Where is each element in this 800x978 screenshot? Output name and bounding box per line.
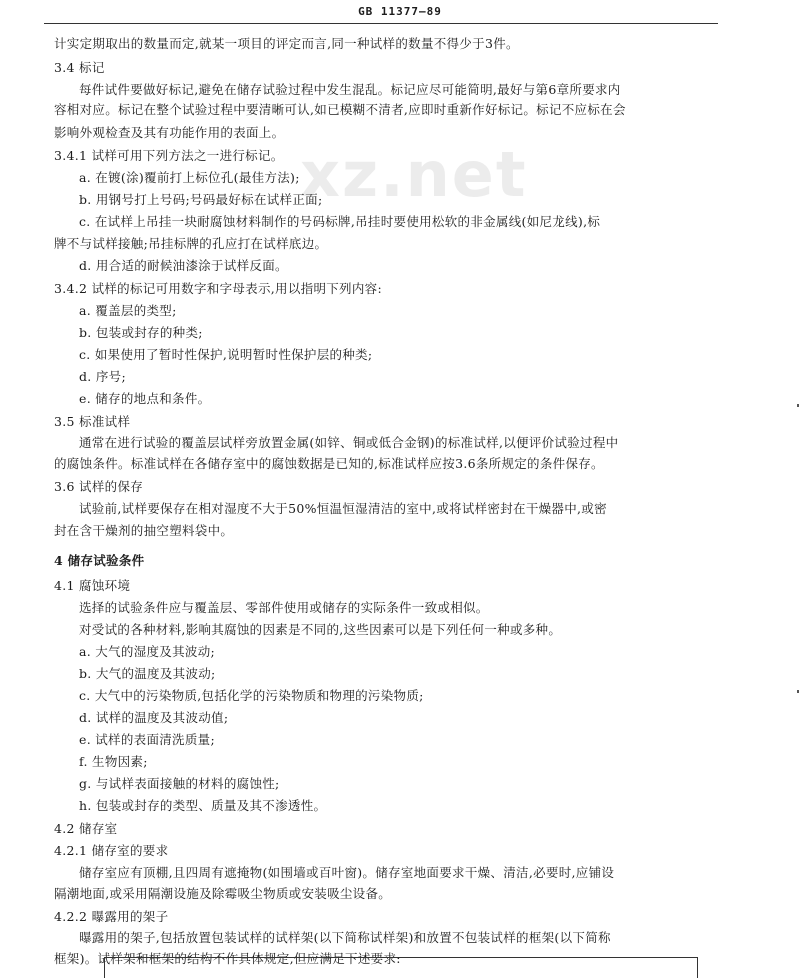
chapter-heading: 4 储存试验条件 <box>54 553 145 568</box>
list-item: d. 试样的温度及其波动值; <box>79 710 229 725</box>
text-line: 框架)。试样架和框架的结构不作具体规定,但应满足下述要求: <box>54 951 401 966</box>
text-line: 试验前,试样要保存在相对湿度不大于50%恒温恒湿清洁的室中,或将试样密封在干燥器中,或密 <box>79 501 607 516</box>
watermark: xz.net <box>300 138 528 211</box>
scan-mark <box>797 690 799 693</box>
list-item: c. 如果使用了暂时性保护,说明暂时性保护层的种类; <box>79 347 373 362</box>
section-heading: 3.5 标准试样 <box>54 414 131 429</box>
text-line: 储存室应有顶棚,且四周有遮掩物(如围墙或百叶窗)。储存室地面要求干燥、清洁,必要时,应铺设 <box>79 865 615 880</box>
section-heading: 3.6 试样的保存 <box>54 479 144 494</box>
list-item: b. 用钢号打上号码;号码最好标在试样正面; <box>79 192 323 207</box>
list-item: f. 生物因素; <box>79 754 148 769</box>
section-heading: 3.4.2 试样的标记可用数字和字母表示,用以指明下列内容: <box>54 281 382 296</box>
text-line: 曝露用的架子,包括放置包装试样的试样架(以下简称试样架)和放置不包装试样的框架(以下简称 <box>79 930 611 945</box>
section-heading: 4.2 储存室 <box>54 821 118 836</box>
list-item: e. 储存的地点和条件。 <box>79 391 211 406</box>
list-item: e. 试样的表面清洗质量; <box>79 732 215 747</box>
list-item: h. 包装或封存的类型、质量及其不渗透性。 <box>79 798 327 813</box>
list-item: d. 序号; <box>79 369 126 384</box>
table-frame <box>104 957 698 978</box>
section-heading: 4.2.1 储存室的要求 <box>54 843 169 858</box>
section-heading: 3.4 标记 <box>54 60 105 75</box>
text-line: 通常在进行试验的覆盖层试样旁放置金属(如锌、铜或低合金钢)的标准试样,以便评价试验过程中 <box>79 435 619 450</box>
list-item: c. 在试样上吊挂一块耐腐蚀材料制作的号码标牌,吊挂时要使用松软的非金属线(如尼龙线),标 <box>79 214 601 229</box>
list-item: a. 大气的湿度及其波动; <box>79 644 216 659</box>
list-item: d. 用合适的耐候油漆涂于试样反面。 <box>79 258 288 273</box>
section-heading: 4.2.2 曝露用的架子 <box>54 909 169 924</box>
list-item: b. 大气的温度及其波动; <box>79 666 216 681</box>
text-line: 的腐蚀条件。标准试样在各储存室中的腐蚀数据是已知的,标准试样应按3.6条所规定的条件保存。 <box>54 456 604 471</box>
text-line: 影响外观检查及其有功能作用的表面上。 <box>54 125 285 140</box>
text-line: 每件试件要做好标记,避免在储存试验过程中发生混乱。标记应尽可能简明,最好与第6章所要求内 <box>79 82 621 97</box>
text-line: 对受试的各种材料,影响其腐蚀的因素是不同的,这些因素可以是下列任何一种或多种。 <box>79 622 562 637</box>
text-line: 容相对应。标记在整个试验过程中要清晰可认,如已模糊不清者,应即时重新作好标记。标记不应标在会 <box>54 102 626 117</box>
list-item: a. 覆盖层的类型; <box>79 303 177 318</box>
standard-code: GB 11377—89 <box>358 5 442 18</box>
list-item: b. 包装或封存的种类; <box>79 325 203 340</box>
text-line: 封在含干燥剂的抽空塑料袋中。 <box>54 523 234 538</box>
text-line: 选择的试验条件应与覆盖层、零部件使用或储存的实际条件一致或相似。 <box>79 600 489 615</box>
text-line: 计实定期取出的数量而定,就某一项目的评定而言,同一种试样的数量不得少于3件。 <box>54 36 519 51</box>
section-heading: 3.4.1 试样可用下列方法之一进行标记。 <box>54 148 284 163</box>
list-item: a. 在镀(涂)覆前打上标位孔(最佳方法); <box>79 170 300 185</box>
text-line: 隔潮地面,或采用隔潮设施及除霉吸尘物质或安装吸尘设备。 <box>54 886 392 901</box>
scan-mark <box>797 404 799 407</box>
text-line: 牌不与试样接触;吊挂标牌的孔应打在试样底边。 <box>54 236 328 251</box>
list-item: c. 大气中的污染物质,包括化学的污染物质和物理的污染物质; <box>79 688 424 703</box>
section-heading: 4.1 腐蚀环境 <box>54 578 131 593</box>
list-item: g. 与试样表面接触的材料的腐蚀性; <box>79 776 280 791</box>
